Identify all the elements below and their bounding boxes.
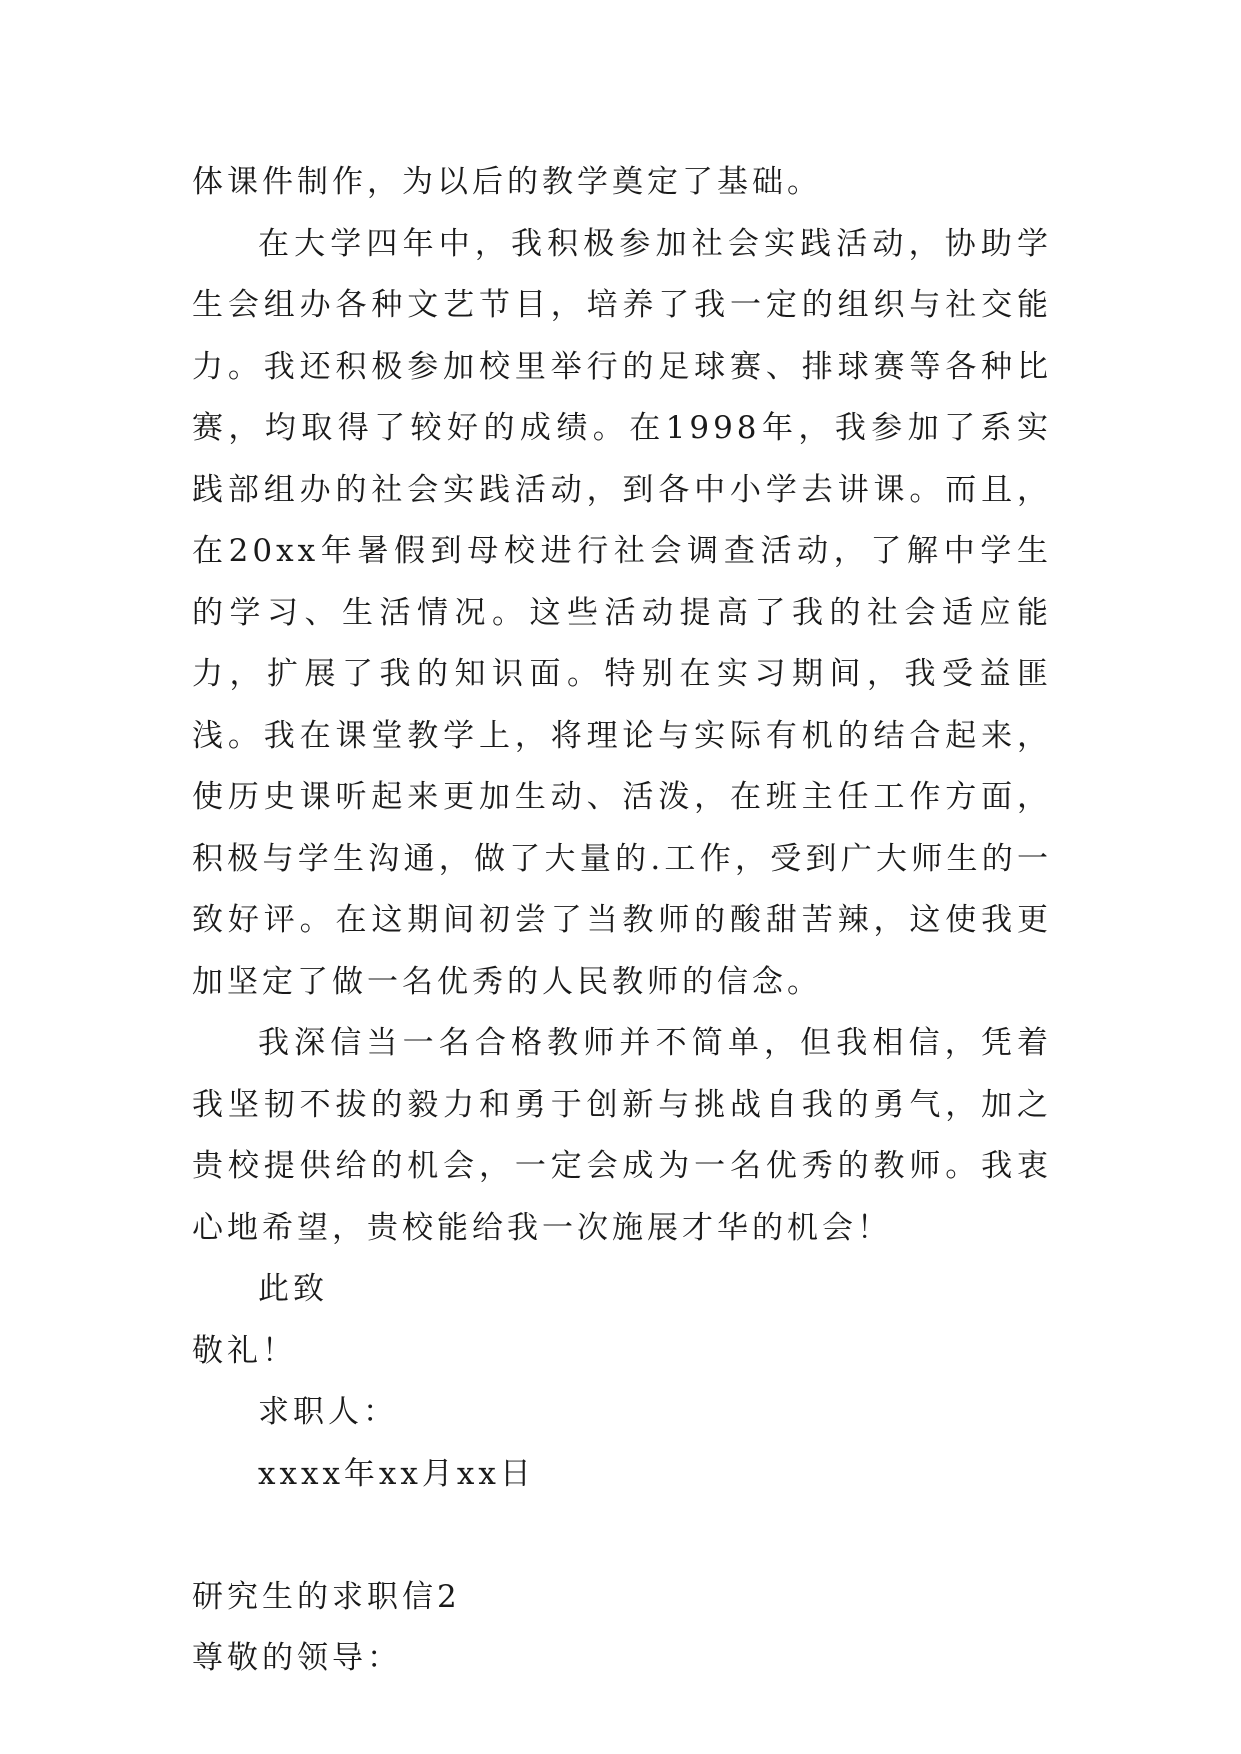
paragraph-closing: 我深信当一名合格教师并不简单，但我相信，凭着我坚韧不拔的毅力和勇于创新与挑战自我的勇气，加之贵校提供给的机会，一定会成为一名优秀的教师。我衷心地希望，贵校能给我一次施展才华的机会！ [192, 1025, 1052, 1246]
signer-label: 求职人： [258, 1394, 398, 1430]
salutation-line-2: 敬礼！ [192, 1332, 297, 1369]
section-spacer [192, 1505, 1052, 1567]
letter-body [192, 152, 1052, 1690]
section-greeting: 尊敬的领导： [192, 1640, 402, 1676]
paragraph-activities: 在大学四年中，我积极参加社会实践活动，协助学生会组办各种文艺节目，培养了我一定的组织与社交能力。我还积极参加校里举行的足球赛、排球赛等各种比赛，均取得了较好的成绩。在1998年，我参加了系实践部组办的社会实践活动，到各中小学去讲课。而且，在20xx年暑假到母校进行社会调查活动，了解中学生的学习、生活情况。这些活动提高了我的社会适应能力，扩展了我的知识面。特别在实习期间，我受益匪浅。我在课堂教学上，将理论与实际有机的结合起来，使历史课听起来更加生动、活泼，在班主任工作方面，积极与学生沟通，做了大量的.工作，受到广大师生的一致好评。在这期间初尝了当教师的酸甜苦辣，这使我更加坚定了做一名优秀的人民教师的信念。 [192, 225, 1052, 1000]
paragraph-intro-tail: 体课件制作，为以后的教学奠定了基础。 [192, 164, 822, 200]
salutation-line-1: 此致 [258, 1271, 328, 1307]
section-title: 研究生的求职信2 [192, 1578, 461, 1615]
letter-date: xxxx年xx月xx日 [258, 1455, 535, 1492]
